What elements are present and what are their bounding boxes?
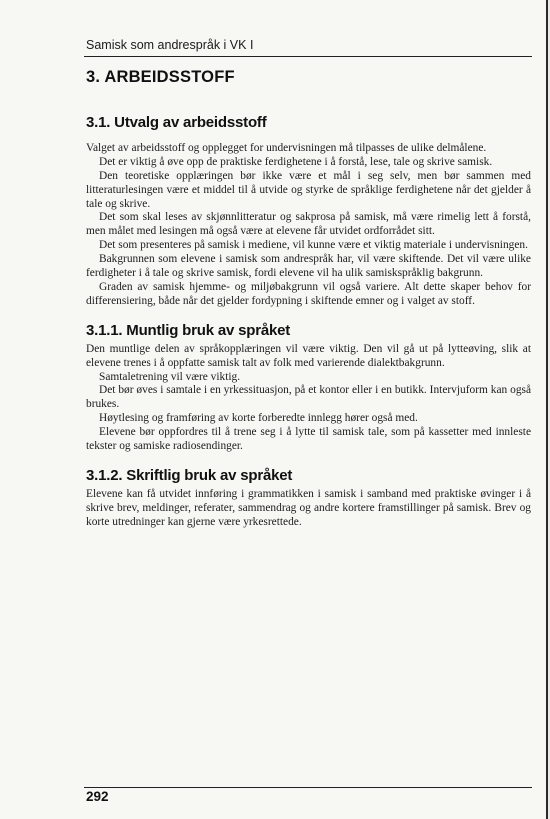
- body-text: [86, 116, 531, 530]
- paragraph: Det er viktig å øve opp de praktiske ferdighetene i å forstå, lese, tale og skrive samisk.: [99, 155, 493, 168]
- running-header: Samisk som andrespråk i VK I: [86, 38, 254, 52]
- paragraph: Den teoretiske opplæringen bør ikke være et mål i seg selv, men bør sammen med litteraturlesingen være et middel til å utvide og styrke de språklige ferdighetene når det gjelder å tale og skrive.: [86, 169, 531, 210]
- paragraph: Bakgrunnen som elevene i samisk som andrespråk har, vil være skiftende. Det vil være ulike ferdigheter i å tale og skrive samisk, fordi elevene vil ha ulik samiskspråklig bakgrunn.: [86, 253, 531, 280]
- paragraph: Den muntlige delen av språkopplæringen vil være viktig. Den vil gå ut på lytteøving, slik at elevene trenes i å oppfatte samisk talt av folk med varierende dialektbakgrunn.: [86, 342, 531, 369]
- subsection-heading: 3.1.2. Skriftlig bruk av språket: [86, 466, 293, 484]
- chapter-title: 3. ARBEIDSSTOFF: [86, 68, 235, 86]
- footer-rule: [84, 787, 532, 788]
- paragraph: Elevene bør oppfordres til å trene seg i å lytte til samisk tale, som på kassetter med innleste tekster og samiske radiosendinger.: [86, 426, 531, 453]
- page-number: 292: [86, 789, 109, 804]
- paragraph: Samtaletrening vil være viktig.: [99, 370, 241, 383]
- paragraph: Valget av arbeidsstoff og opplegget for undervisningen må tilpasses de ulike delmålene.: [86, 141, 487, 154]
- header-rule: [84, 56, 532, 57]
- paragraph: Graden av samisk hjemme- og miljøbakgrunn vil også variere. Alt dette skaper behov for differensiering, både når det gjelder fordypning i skiftende emner og i valget av stoff.: [86, 280, 531, 307]
- paragraph: Det som skal leses av skjønnlitteratur og sakprosa på samisk, må være rimelig lett å forstå, men målet med lesingen må også være at elevene får utvidet ordforrådet sitt.: [86, 211, 531, 238]
- paragraph: Høytlesing og framføring av korte forberedte innlegg hører også med.: [99, 412, 418, 425]
- paragraph: Det bør øves i samtale i en yrkessituasjon, på et kontor eller i en butikk. Intervjuform kan også brukes.: [86, 384, 531, 411]
- paragraph: Elevene kan få utvidet innføring i grammatikken i samisk i samband med praktiske øvinger i å skrive brev, meldinger, referater, sammendrag og andre kortere framstillinger på samisk. Brev og korte utredninger kan gjerne være yrkesrettede.: [86, 487, 531, 528]
- paragraph: Det som presenteres på samisk i mediene, vil kunne være et viktig materiale i undervisningen.: [99, 239, 528, 252]
- subsection-heading: 3.1.1. Muntlig bruk av språket: [86, 321, 291, 339]
- section-heading: 3.1. Utvalg av arbeidsstoff: [86, 114, 267, 131]
